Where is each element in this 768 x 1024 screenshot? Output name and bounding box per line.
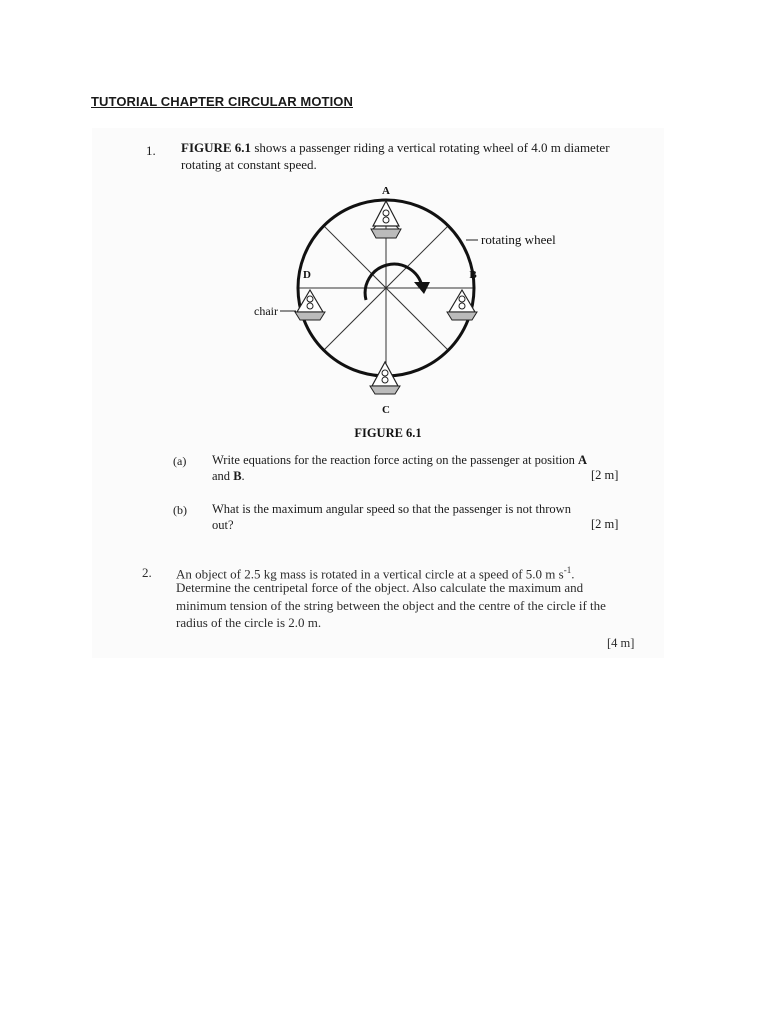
figure-caption: FIGURE 6.1	[354, 426, 422, 440]
question-2-line-3: minimum tension of the string between the object and the centre of the circle if the	[176, 598, 606, 613]
part-b-marks: [2 m]	[591, 517, 619, 531]
question-2-text-1: An object of 2.5 kg mass is rotated in a vertical circle at a speed of 5.0 m s	[176, 566, 564, 582]
part-a-marks: [2 m]	[591, 468, 619, 482]
question-1-line-1	[181, 140, 610, 156]
part-b-line-2: out?	[212, 518, 234, 532]
question-1-text-1: shows a passenger riding a vertical rotating wheel of 4.0 m diameter	[251, 140, 610, 155]
part-b-label: (b)	[173, 503, 187, 517]
label-chair: chair	[254, 304, 278, 318]
question-2-number: 2.	[142, 565, 152, 580]
question-2-text-1b: .	[571, 566, 575, 582]
part-a-label: (a)	[173, 454, 187, 468]
label-a: A	[382, 185, 390, 197]
part-a-line-1	[212, 452, 628, 468]
question-2-line-2: Determine the centripetal force of the object. Also calculate the maximum and	[176, 580, 584, 595]
figure-wheel-diagram	[240, 180, 580, 440]
position-a-ref: A	[578, 453, 588, 467]
question-1-number: 1.	[146, 143, 156, 158]
figure-reference: FIGURE 6.1	[181, 140, 252, 155]
chair-c	[370, 362, 400, 394]
rotation-arrow	[365, 264, 422, 300]
question-2-line-4: radius of the circle is 2.0 m.	[176, 615, 322, 630]
question-1-line-2: rotating at constant speed.	[181, 157, 317, 172]
page-title: TUTORIAL CHAPTER CIRCULAR MOTION	[91, 94, 353, 109]
label-c: C	[382, 404, 390, 416]
question-2-superscript: -1	[563, 565, 572, 575]
label-rotating-wheel: rotating wheel	[481, 232, 556, 247]
label-b: B	[469, 269, 477, 281]
part-a-text-3: .	[241, 469, 245, 483]
part-a-text-1: Write equations for the reaction force acting on the passenger at position	[212, 453, 579, 467]
chair-a	[371, 201, 401, 238]
question-2-marks: [4 m]	[607, 636, 635, 650]
part-a-line-2	[212, 468, 628, 484]
part-b-line-1: What is the maximum angular speed so that the passenger is not thrown	[212, 502, 571, 516]
label-d: D	[303, 269, 311, 281]
part-a-text-2: and	[212, 469, 234, 483]
position-b-ref: B	[233, 469, 242, 483]
